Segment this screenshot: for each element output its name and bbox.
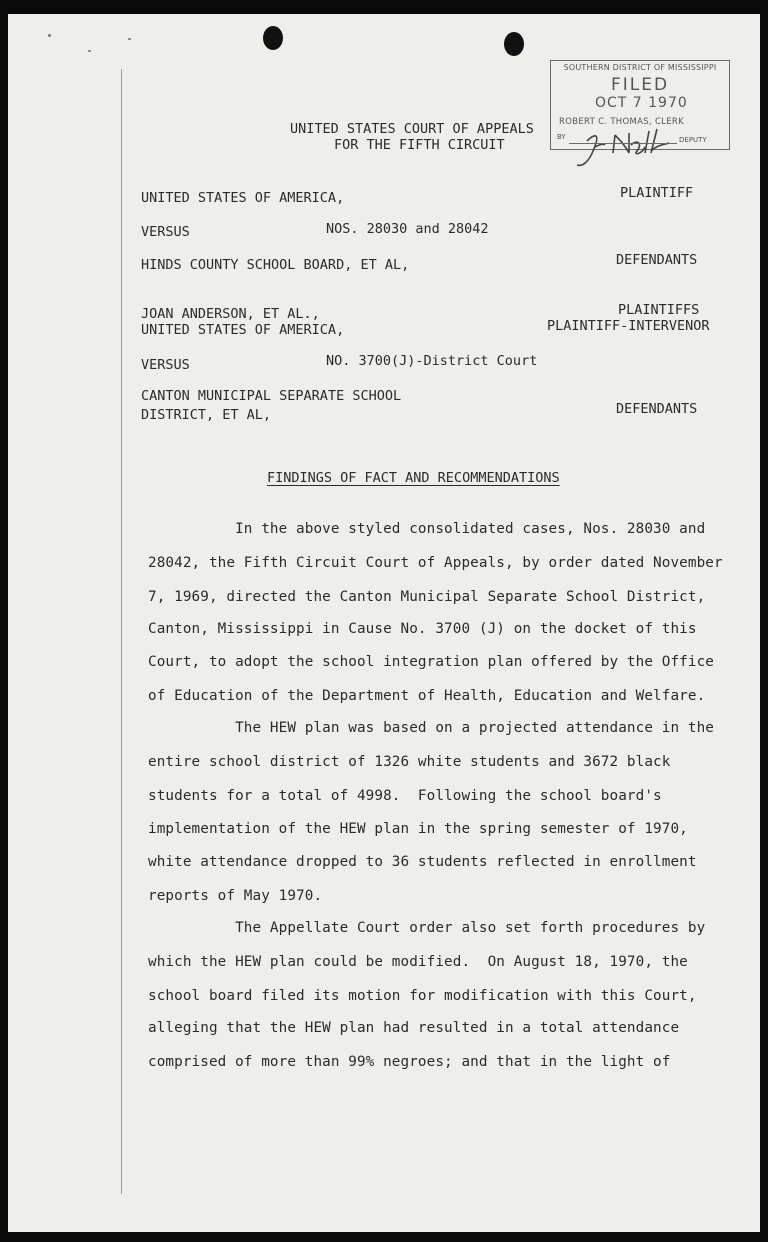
case2-role1b: PLAINTIFF-INTERVENOR [547, 318, 710, 334]
case1-role2: DEFENDANTS [616, 252, 698, 268]
body-line: implementation of the HEW plan in the spring semester of 1970, [148, 821, 688, 837]
body-line: The HEW plan was based on a projected attendance in the [148, 720, 714, 736]
deputy-signature [565, 121, 677, 171]
body-line: 28042, the Fifth Circuit Court of Appeals, by order dated November [148, 555, 723, 571]
body-line: comprised of more than 99% negroes; and that in the light of [148, 1054, 671, 1070]
stamp-date: OCT 7 1970 [595, 95, 688, 111]
body-line: The Appellate Court order also set forth procedures by [148, 920, 706, 936]
body-line: Canton, Mississippi in Cause No. 3700 (J) on the docket of this [148, 621, 697, 637]
body-line: which the HEW plan could be modified. On August 18, 1970, the [148, 954, 688, 970]
section-heading: FINDINGS OF FACT AND RECOMMENDATIONS [267, 470, 560, 486]
body-line: white attendance dropped to 36 students reflected in enrollment [148, 854, 697, 870]
case2-party1a: JOAN ANDERSON, ET AL., [141, 306, 320, 322]
body-line: school board filed its motion for modification with this Court, [148, 988, 697, 1004]
case1-numbers: NOS. 28030 and 28042 [326, 221, 489, 237]
case2-role2: DEFENDANTS [616, 401, 698, 417]
left-margin-line [121, 69, 122, 1194]
case2-role1a: PLAINTIFFS [618, 302, 700, 318]
stamp-deputy: DEPUTY [679, 136, 707, 144]
case2-versus: VERSUS [141, 357, 190, 373]
filed-stamp [550, 60, 730, 150]
speck [48, 34, 51, 37]
signature-line [569, 143, 677, 144]
case2-party1b: UNITED STATES OF AMERICA, [141, 322, 345, 338]
case2-party2b: DISTRICT, ET AL, [141, 407, 272, 423]
document-page [8, 14, 760, 1232]
punch-hole-left [263, 26, 283, 50]
court-title-line2: FOR THE FIFTH CIRCUIT [334, 137, 505, 153]
case1-party2: HINDS COUNTY SCHOOL BOARD, ET AL, [141, 257, 410, 273]
speck [128, 38, 131, 40]
case1-role1: PLAINTIFF [620, 185, 694, 201]
body-line: entire school district of 1326 white students and 3672 black [148, 754, 671, 770]
punch-hole-right [504, 32, 524, 56]
stamp-by: BY [557, 133, 566, 141]
stamp-district: SOUTHERN DISTRICT OF MISSISSIPPI [563, 63, 717, 72]
body-line: reports of May 1970. [148, 888, 323, 904]
case2-number: NO. 3700(J)-District Court [326, 353, 538, 369]
body-line: In the above styled consolidated cases, Nos. 28030 and [148, 521, 706, 537]
body-line: of Education of the Department of Health, Education and Welfare. [148, 688, 706, 704]
case1-versus: VERSUS [141, 224, 190, 240]
body-line: Court, to adopt the school integration plan offered by the Office [148, 654, 714, 670]
body-line: students for a total of 4998. Following the school board's [148, 788, 662, 804]
body-line: 7, 1969, directed the Canton Municipal Separate School District, [148, 589, 706, 605]
stamp-clerk: ROBERT C. THOMAS, CLERK [559, 117, 684, 127]
case2-party2a: CANTON MUNICIPAL SEPARATE SCHOOL [141, 388, 402, 404]
court-title-line1: UNITED STATES COURT OF APPEALS [290, 121, 534, 137]
body-line: alleging that the HEW plan had resulted in a total attendance [148, 1020, 680, 1036]
case1-party1: UNITED STATES OF AMERICA, [141, 190, 345, 206]
stamp-filed: FILED [610, 75, 670, 95]
speck [88, 50, 91, 52]
